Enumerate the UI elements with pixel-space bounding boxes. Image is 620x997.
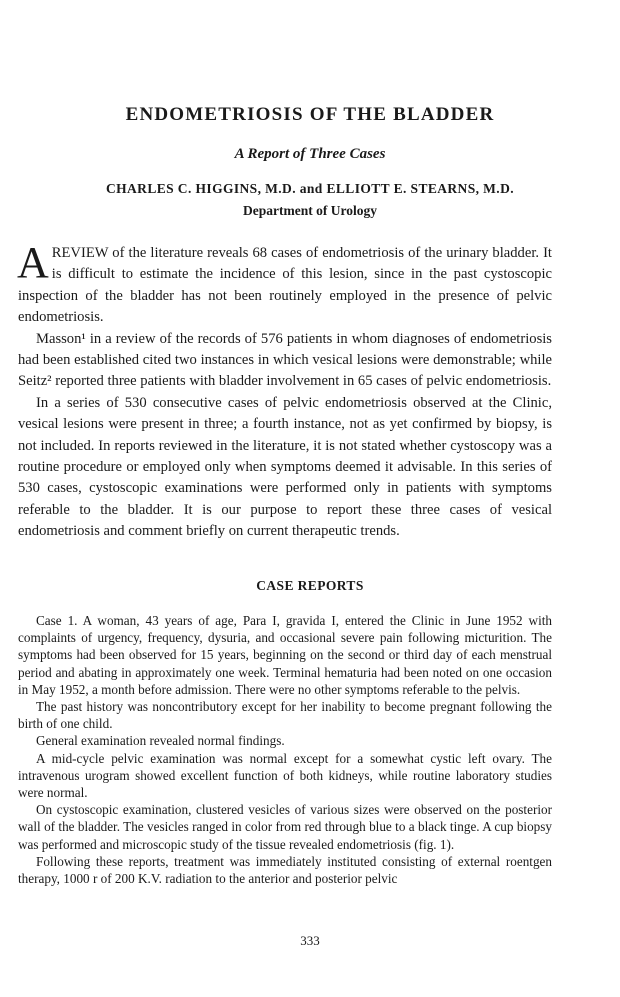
author-department: Department of Urology <box>243 203 377 218</box>
case-paragraph-3: General examination revealed normal findings. <box>36 733 285 749</box>
section-heading-case-reports: CASE REPORTS <box>256 578 364 593</box>
article-subtitle: A Report of Three Cases <box>234 146 386 162</box>
case-paragraph-2: The past history was noncontributory except for her inability to become pregnant following the birth of one child. <box>18 699 552 732</box>
intro-paragraph-2: Masson¹ in a review of the records of 576 patients in whom diagnoses of endometriosis had been established cited two instances in which vesical lesions were demonstrable; while Seitz² reported three patients with bladder involvement in 65 cases of pelvic endometriosis. <box>18 330 552 390</box>
case-paragraph-1: Case 1. A woman, 43 years of age, Para I, gravida I, entered the Clinic in June 1952 with complaints of urgency, frequency, dysuria, and occasional severe pain following micturition. The symptoms had been observed for 15 years, beginning on the second or third day of each menstrual period and abating in approximately one week. Terminal hematuria had been noted on one occasion in May 1952, a month before admission. There were no other symptoms referable to the pelvis. <box>18 613 552 697</box>
case-reports-body <box>18 612 552 887</box>
page-number: 333 <box>300 933 320 948</box>
intro-paragraph-1 <box>17 238 552 329</box>
intro-paragraph-1-text: REVIEW of the literature reveals 68 cases of endometriosis of the urinary bladder. It is difficult to estimate the incidence of this lesion, since in the past cystoscopic inspection of the bladder has not been routinely employed in the presence of pelvic endometriosis. <box>18 245 552 326</box>
case-paragraph-4: A mid-cycle pelvic examination was normal except for a somewhat cystic left ovary. The intravenous urogram showed excellent function of both kidneys, while routine laboratory studies were normal. <box>18 750 552 801</box>
article-title: ENDOMETRIOSIS OF THE BLADDER <box>125 104 495 125</box>
intro-paragraph-3: In a series of 530 consecutive cases of pelvic endometriosis observed at the Clinic, vesical lesions were present in three; a fourth instance, not as yet confirmed by biopsy, is not included. In reports reviewed in the literature, it is not stated whether cystoscopy was a routine procedure or employed only when symptoms deemed it advisable. In this series of 530 cases, cystoscopic examinations were performed only in patients with symptoms referable to the bladder. It is our purpose to report these three cases of vesical endometriosis and comment briefly on current therapeutic trends. <box>18 394 552 540</box>
article-authors: CHARLES C. HIGGINS, M.D. and ELLIOTT E. STEARNS, M.D. <box>105 181 515 196</box>
introduction <box>17 238 552 543</box>
case-paragraph-6: Following these reports, treatment was immediately instituted consisting of external roentgen therapy, 1000 r of 200 K.V. radiation to the anterior and posterior pelvic <box>18 853 552 887</box>
drop-cap: A <box>17 238 49 287</box>
case-paragraph-5: On cystoscopic examination, clustered vesicles of various sizes were observed on the posterior wall of the bladder. The vesicles ranged in color from red through blue to a black tinge. A cup biopsy was performed and microscopic study of the tissue revealed endometriosis (fig. 1). <box>18 802 552 852</box>
